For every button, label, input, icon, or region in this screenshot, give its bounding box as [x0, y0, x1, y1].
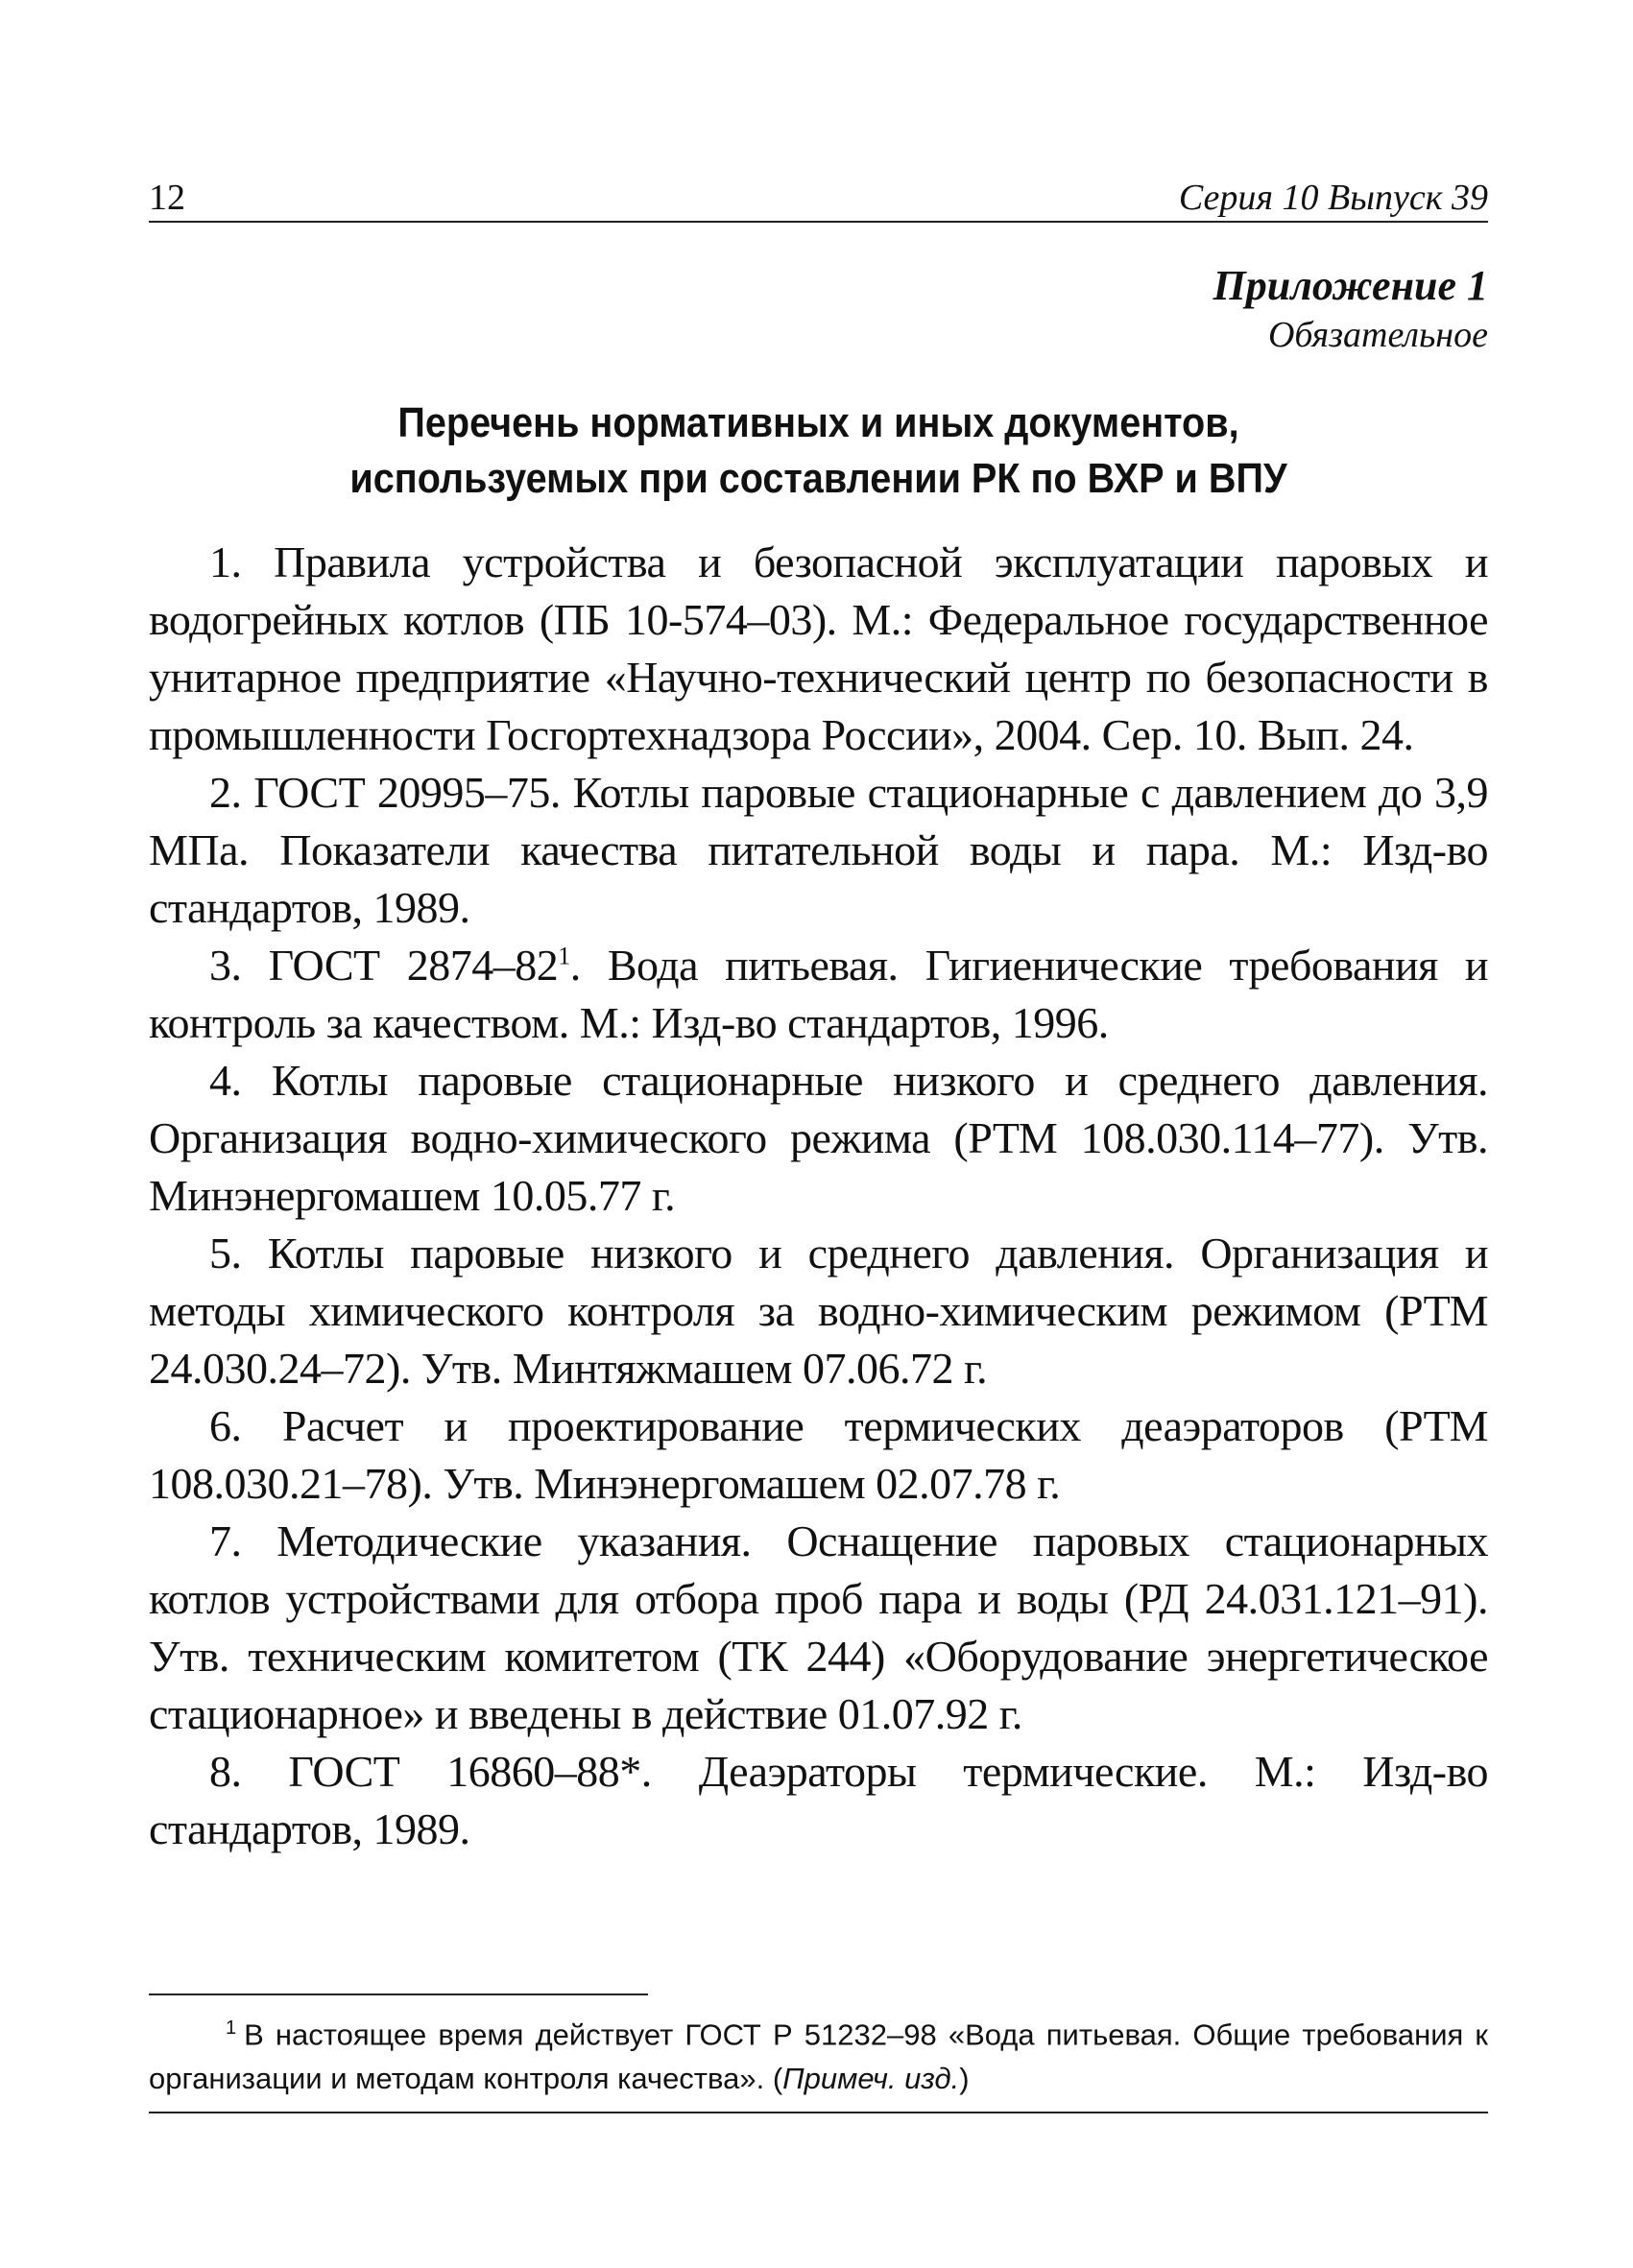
list-item: 4. Котлы паровые стационарные низкого и среднего давления. Организация водно-химического режима (РТМ 108.030.114–77). Утв. Минэнергомашем 10.05.77 г. [149, 1056, 1488, 1220]
reference-list [149, 534, 1488, 1858]
bottom-rule [149, 2112, 1488, 2113]
list-item: 6. Расчет и проектирование термических деаэраторов (РТМ 108.030.21–78). Утв. Минэнергомашем 02.07.78 г. [149, 1401, 1488, 1508]
list-item-lead: 3. ГОСТ 2874–82 [209, 941, 559, 990]
list-item-rest: . Вода питьевая. Гигиенические требования и контроль за качеством. М.: Изд-во стандартов, 1996. [149, 941, 1488, 1047]
list-item: 1. Правила устройства и безопасной эксплуатации паровых и водогрейных котлов (ПБ 10-574–03). М.: Федеральное государственное унитарное предприятие «Научно-технический центр по безопасности в промышленности Госгортехнадзора России», 2004. Сер. 10. Вып. 24. [149, 537, 1488, 759]
footnote-italic: Примеч. изд. [782, 2062, 960, 2096]
running-header [149, 173, 1488, 223]
list-item [149, 937, 1488, 1052]
appendix-heading [149, 261, 1488, 359]
page [149, 173, 1488, 1858]
footnote-text: В настоящее время действует ГОСТ Р 51232–98 «Вода питьевая. Общие требования к организации и методам контроля качества». ( [149, 2017, 1488, 2096]
footnote-separator [149, 1993, 648, 1995]
document-title [216, 395, 1422, 507]
list-item: 2. ГОСТ 20995–75. Котлы паровые стационарные с давлением до 3,9 МПа. Показатели качества питательной воды и пара. М.: Изд-во стандартов, 1989. [149, 768, 1488, 932]
series-label: Серия 10 Выпуск 39 [1178, 178, 1488, 218]
page-number: 12 [149, 178, 185, 218]
list-item: 5. Котлы паровые низкого и среднего давления. Организация и методы химического контроля за водно-химическим режимом (РТМ 24.030.24–72). Утв. Минтяжмашем 07.06.72 г. [149, 1229, 1488, 1393]
footnote-reference: 1 [558, 942, 570, 970]
appendix-note: Обязательное [1267, 315, 1488, 355]
footnote-mark: 1 [226, 2017, 237, 2039]
footnote-close: ) [959, 2062, 970, 2096]
appendix-title: Приложение 1 [1213, 262, 1488, 309]
title-line-2: используемых при составлении РК по ВХР и ВПУ [349, 455, 1287, 502]
list-item: 7. Методические указания. Оснащение паровых стационарных котлов устройствами для отбора проб пара и воды (РД 24.031.121–91). Утв. техническим комитетом (ТК 244) «Оборудование энергетическое стационарное» и введены в действие 01.07.92 г. [149, 1516, 1488, 1738]
title-line-1: Перечень нормативных и иных документов, [397, 399, 1239, 446]
list-item: 8. ГОСТ 16860–88*. Деаэраторы термические. М.: Изд-во стандартов, 1989. [149, 1747, 1488, 1853]
footnote [149, 2006, 1488, 2101]
